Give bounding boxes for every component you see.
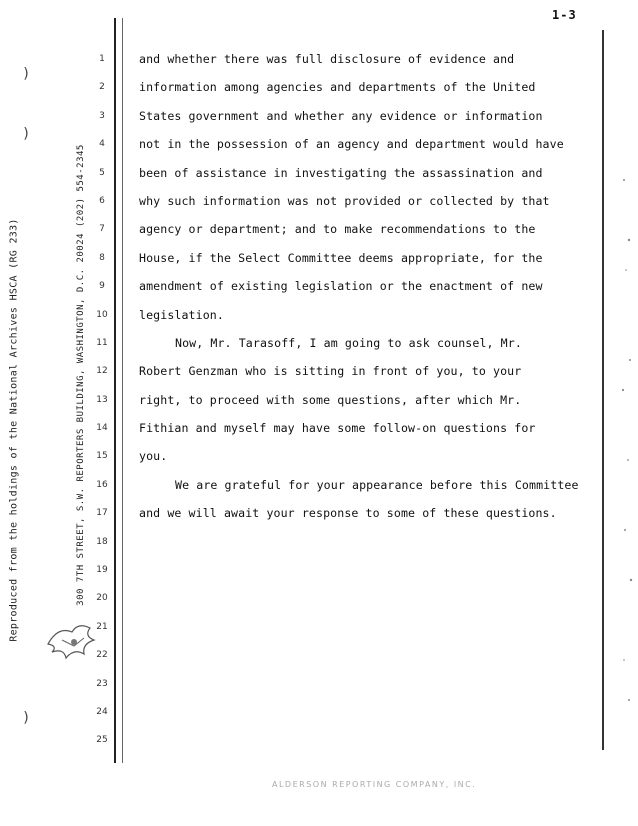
- testimony-text: [139, 48, 609, 531]
- line-number: 16: [96, 479, 108, 490]
- testimony-line: Robert Genzman who is sitting in front of you, to your: [139, 364, 522, 379]
- line-number: 15: [96, 451, 108, 462]
- line-number: 24: [96, 706, 108, 717]
- line-number: 23: [96, 678, 108, 689]
- testimony-line: We are grateful for your appearance before this Committee: [175, 477, 579, 492]
- line-number: 20: [96, 593, 108, 604]
- testimony-line: legislation.: [139, 307, 224, 322]
- scan-edge-noise: [620, 60, 634, 760]
- testimony-line: been of assistance in investigating the assassination and: [139, 165, 543, 180]
- testimony-line: House, if the Select Committee deems appropriate, for the: [139, 250, 543, 265]
- line-number: 3: [99, 110, 105, 121]
- testimony-line: Now, Mr. Tarasoff, I am going to ask counsel, Mr.: [175, 335, 522, 350]
- margin-paren-mark: ): [22, 66, 31, 82]
- line-number: 10: [96, 309, 108, 320]
- testimony-line: States government and whether any evidence or information: [139, 108, 543, 123]
- testimony-line: right, to proceed with some questions, after which Mr.: [139, 392, 522, 407]
- testimony-line: information among agencies and departments of the United: [139, 80, 536, 95]
- testimony-line: and whether there was full disclosure of evidence and: [139, 52, 515, 66]
- page-number: 1-3: [552, 8, 577, 22]
- line-number: 21: [96, 621, 108, 632]
- line-number: 5: [99, 167, 105, 178]
- testimony-line: not in the possession of an agency and department would have: [139, 137, 564, 152]
- margin-paren-mark: ): [22, 126, 31, 142]
- testimony-line: you.: [139, 449, 168, 464]
- reporter-address-stamp: [72, 140, 90, 610]
- line-number: 14: [96, 423, 108, 434]
- margin-paren-mark: ): [22, 710, 31, 726]
- eagle-seal-icon: [44, 618, 104, 664]
- line-number: 13: [96, 394, 108, 405]
- line-number: 6: [99, 195, 105, 206]
- line-number: 4: [99, 139, 105, 150]
- archive-stamp-text: Reproduced from the holdings of the National Archives HSCA (RG 233): [8, 218, 20, 642]
- reporter-address-text: 300 7TH STREET, S.W. REPORTERS BUILDING, WASHINGTON, D.C. 20024 (202) 554-2345: [76, 144, 86, 606]
- line-number: 12: [96, 366, 108, 377]
- left-margin-rule: [114, 18, 123, 763]
- reporter-footer: ALDERSON REPORTING COMPANY, INC.: [272, 780, 477, 789]
- testimony-line: Fithian and myself may have some follow-on questions for: [139, 421, 536, 436]
- line-number: 7: [99, 224, 105, 235]
- archive-side-stamp: [4, 220, 24, 640]
- line-number: 9: [99, 281, 105, 292]
- testimony-line: amendment of existing legislation or the enactment of new: [139, 279, 543, 294]
- line-number: 18: [96, 536, 108, 547]
- line-number: 11: [96, 337, 108, 348]
- line-number: 2: [99, 82, 105, 93]
- line-number: 17: [96, 508, 108, 519]
- line-number: 19: [96, 565, 108, 576]
- line-number: 1: [99, 54, 105, 64]
- line-number: 8: [99, 252, 105, 263]
- line-number: 22: [96, 650, 108, 661]
- testimony-line: agency or department; and to make recommendations to the: [139, 222, 536, 237]
- testimony-line: why such information was not provided or collected by that: [139, 193, 550, 208]
- testimony-line: and we will await your response to some of these questions.: [139, 506, 557, 521]
- line-number: 25: [96, 735, 108, 746]
